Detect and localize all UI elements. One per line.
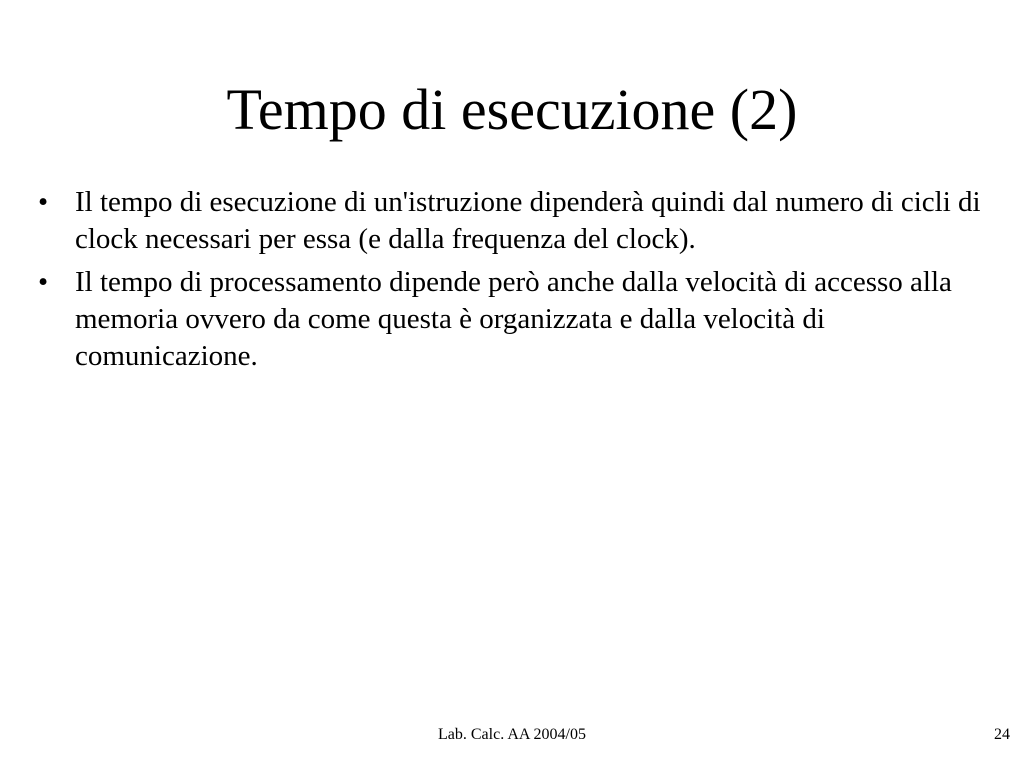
bullet-text: Il tempo di esecuzione di un'istruzione dipenderà quindi dal numero di cicli di clock necessari per essa (e dalla frequenza del clock).: [75, 186, 981, 255]
bullet-icon: •: [38, 186, 49, 218]
bullet-list: [38, 184, 988, 381]
footer-text: Lab. Calc. AA 2004/05: [438, 726, 586, 743]
slide-title: Tempo di esecuzione (2): [226, 77, 798, 142]
bullet-item: [38, 184, 988, 258]
bullet-text: Il tempo di processamento dipende però anche dalla velocità di accesso alla memoria ovvero da come questa è organizzata e dalla velocità di comunicazione.: [75, 266, 952, 372]
page-number: 24: [994, 726, 1010, 743]
bullet-item: [38, 264, 988, 375]
bullet-icon: •: [38, 266, 49, 298]
